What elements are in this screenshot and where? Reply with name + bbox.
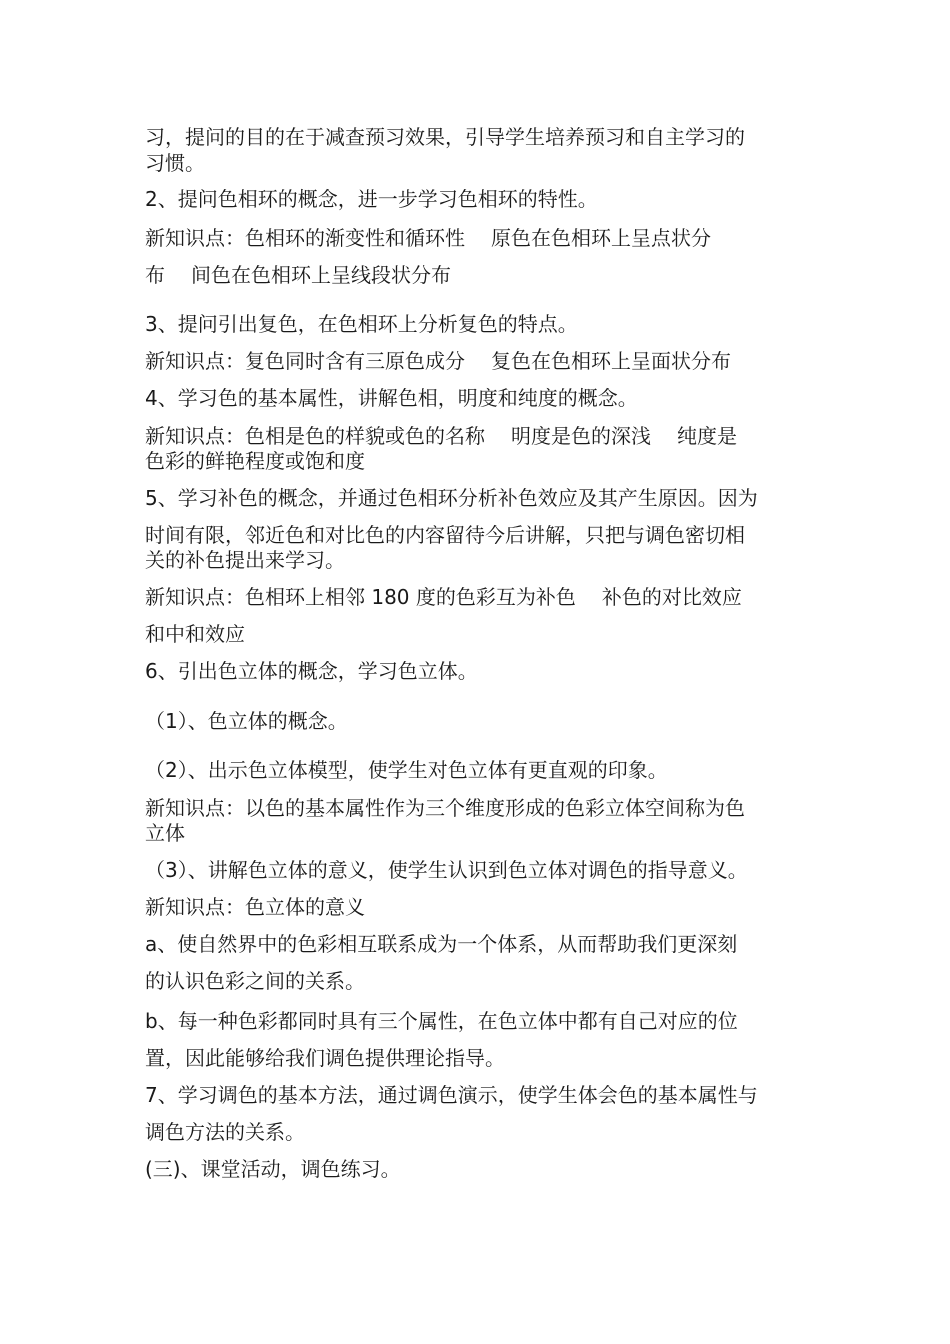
line-text: （2）、出示色立体模型，使学生对色立体有更直观的印象。 [145, 758, 668, 782]
line-text: 复色在色相环上呈面状分布 [491, 349, 731, 373]
line-text: a、使自然界中的色彩相互联系成为一个体系，从而帮助我们更深刻 [145, 932, 738, 956]
text-line [145, 386, 815, 410]
text-line [145, 449, 815, 473]
line-text: 补色的对比效应 [601, 585, 742, 609]
text-line [145, 312, 815, 336]
text-line [145, 758, 815, 782]
line-text: 时间有限，邻近色和对比色的内容留待今后讲解，只把与调色密切相 [145, 523, 745, 547]
text-line [145, 1009, 815, 1033]
line-text: 调色方法的关系。 [145, 1120, 305, 1144]
text-line [145, 709, 815, 733]
line-text: （1）、色立体的概念。 [145, 709, 348, 733]
text-line [145, 796, 815, 820]
text-line [145, 1083, 815, 1107]
line-text: 的认识色彩之间的关系。 [145, 969, 365, 993]
line-text: 5、学习补色的概念，并通过色相环分析补色效应及其产生原因。因为 [145, 486, 758, 510]
text-line [145, 263, 815, 287]
line-text: 新知识点：色相环上相邻 180 度的色彩互为补色 [145, 585, 576, 609]
line-text: 新知识点：色立体的意义 [145, 895, 365, 919]
line-text: 3、提问引出复色，在色相环上分析复色的特点。 [145, 312, 578, 336]
line-text: 新知识点：复色同时含有三原色成分 [145, 349, 465, 373]
line-text: b、每一种色彩都同时具有三个属性，在色立体中都有自己对应的位 [145, 1009, 738, 1033]
line-text: 7、学习调色的基本方法，通过调色演示，使学生体会色的基本属性与 [145, 1083, 758, 1107]
line-text: 和中和效应 [145, 622, 245, 646]
text-line [145, 226, 815, 250]
line-text: 原色在色相环上呈点状分 [491, 226, 711, 250]
text-line [145, 187, 815, 211]
line-text: 关的补色提出来学习。 [145, 548, 345, 572]
line-text: 间色在色相环上呈线段状分布 [191, 263, 451, 287]
line-text: 新知识点：以色的基本属性作为三个维度形成的色彩立体空间称为色 [145, 796, 745, 820]
line-text: (三)、课堂活动，调色练习。 [145, 1157, 401, 1181]
text-line [145, 1120, 815, 1144]
line-text: 4、学习色的基本属性，讲解色相，明度和纯度的概念。 [145, 386, 638, 410]
line-text: 2、提问色相环的概念，进一步学习色相环的特性。 [145, 187, 598, 211]
line-text: 习，提问的目的在于减查预习效果，引导学生培养预习和自主学习的 [145, 125, 745, 149]
text-line [145, 969, 815, 993]
text-line [145, 548, 815, 572]
text-line [145, 349, 815, 373]
text-line [145, 1046, 815, 1070]
text-line [145, 895, 815, 919]
text-line [145, 932, 815, 956]
text-line [145, 858, 815, 882]
text-line [145, 659, 815, 683]
text-line [145, 1157, 815, 1181]
line-text: 新知识点：色相环的渐变性和循环性 [145, 226, 465, 250]
text-line [145, 486, 815, 510]
line-text: 新知识点：色相是色的样貌或色的名称 [145, 424, 485, 448]
text-line [145, 821, 815, 845]
line-text: 布 [145, 263, 165, 287]
text-line [145, 622, 815, 646]
line-text: 色彩的鲜艳程度或饱和度 [145, 449, 365, 473]
line-text: 明度是色的深浅 [511, 424, 651, 448]
text-line [145, 125, 815, 149]
line-text: 立体 [145, 821, 185, 845]
text-line [145, 523, 815, 547]
line-text: 6、引出色立体的概念，学习色立体。 [145, 659, 478, 683]
line-text: 置，因此能够给我们调色提供理论指导。 [145, 1046, 505, 1070]
line-text: 习惯。 [145, 151, 205, 175]
text-line [145, 424, 815, 448]
line-text: （3）、讲解色立体的意义，使学生认识到色立体对调色的指导意义。 [145, 858, 748, 882]
text-line [145, 151, 815, 175]
line-text: 纯度是 [677, 424, 737, 448]
text-line [145, 585, 815, 609]
